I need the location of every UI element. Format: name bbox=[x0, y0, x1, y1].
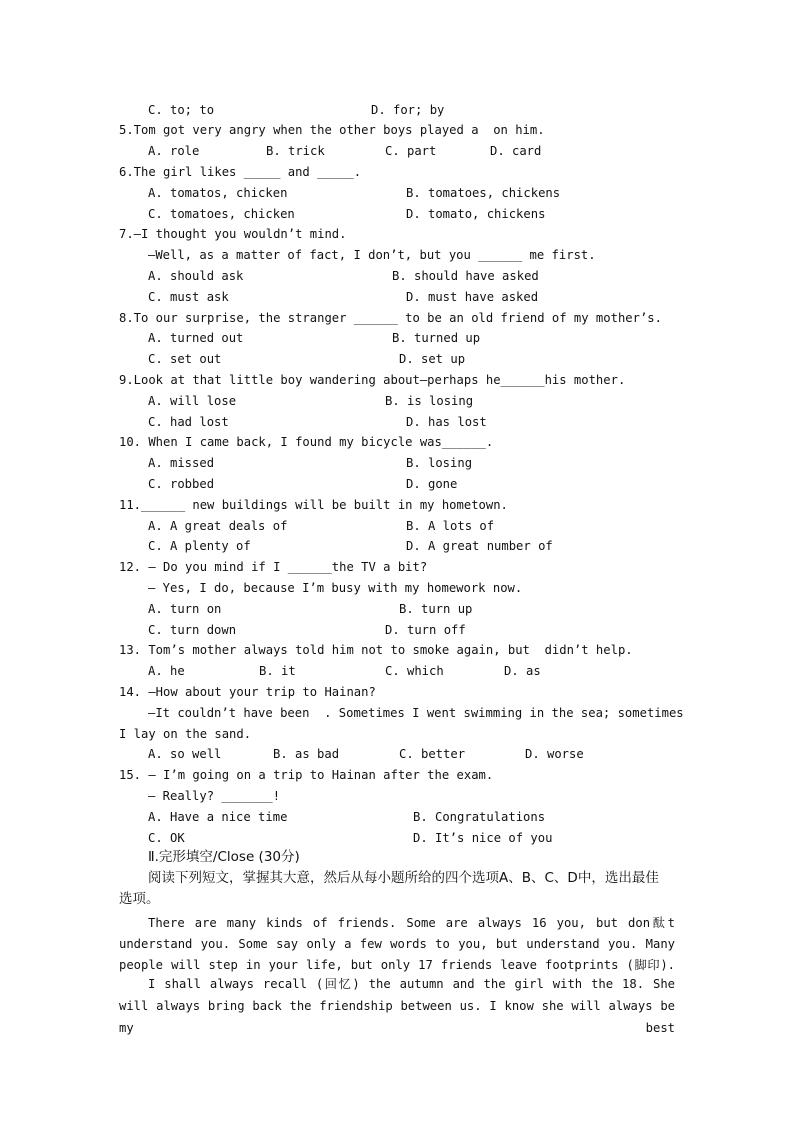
q14-option-a: A. so well bbox=[148, 747, 222, 761]
q10-option-a: A. missed bbox=[148, 456, 215, 470]
q10-option-d: D. gone bbox=[406, 477, 458, 491]
q8-option-a: A. turned out bbox=[148, 331, 244, 345]
question-7-reply: —Well, as a matter of fact, I don’t, but you ______ me first. bbox=[148, 248, 596, 262]
question-5: 5.Tom got very angry when the other boys played a on him. bbox=[119, 123, 545, 137]
q6-option-c: C. tomatoes, chicken bbox=[148, 207, 295, 221]
question-14-reply-cont: I lay on the sand. bbox=[119, 727, 252, 741]
question-12: 12. — Do you mind if I ______the TV a bit? bbox=[119, 560, 428, 574]
section-heading: Ⅱ.完形填空/Close (30分) bbox=[148, 849, 300, 865]
question-14: 14. —How about your trip to Hainan? bbox=[119, 685, 376, 699]
q9-option-d: D. has lost bbox=[406, 415, 487, 429]
q10-option-c: C. robbed bbox=[148, 477, 215, 491]
question-9: 9.Look at that little boy wandering about—perhaps he______his mother. bbox=[119, 373, 626, 387]
q4-option-d: D. for; by bbox=[371, 103, 445, 117]
passage-paragraph-1: There are many kinds of friends. Some are always 16 you, but don酞t understand you. Some say only a few words to you, but understand you. Many people will step in your life, but only 17 friends leave footprints (脚印). bbox=[119, 916, 675, 972]
q15-option-d: D. It’s nice of you bbox=[413, 831, 553, 845]
q12-option-b: B. turn up bbox=[399, 602, 473, 616]
q13-option-c: C. which bbox=[385, 664, 444, 678]
q14-option-d: D. worse bbox=[525, 747, 584, 761]
q8-option-b: B. turned up bbox=[392, 331, 481, 345]
q12-option-a: A. turn on bbox=[148, 602, 222, 616]
q13-option-d: D. as bbox=[504, 664, 541, 678]
q9-option-c: C. had lost bbox=[148, 415, 229, 429]
q9-option-a: A. will lose bbox=[148, 394, 237, 408]
q8-option-c: C. set out bbox=[148, 352, 222, 366]
question-8: 8.To our surprise, the stranger ______ to be an old friend of my mother’s. bbox=[119, 311, 662, 325]
q10-option-b: B. losing bbox=[406, 456, 473, 470]
q8-option-d: D. set up bbox=[399, 352, 466, 366]
question-11: 11.______ new buildings will be built in my hometown. bbox=[119, 498, 508, 512]
question-15: 15. — I’m going on a trip to Hainan after the exam. bbox=[119, 768, 494, 782]
question-6: 6.The girl likes _____ and _____. bbox=[119, 165, 362, 179]
section-instruction-line-2: 选项。 bbox=[119, 891, 160, 907]
section-instruction-line-1: 阅读下列短文，掌握其大意，然后从每小题所给的四个选项A、B、C、D中，选出最佳 bbox=[148, 870, 659, 886]
q13-option-a: A. he bbox=[148, 664, 185, 678]
q7-option-c: C. must ask bbox=[148, 290, 229, 304]
q14-option-b: B. as bad bbox=[273, 747, 340, 761]
q7-option-d: D. must have asked bbox=[406, 290, 539, 304]
question-15-reply: — Really? _______! bbox=[148, 789, 281, 803]
q5-option-c: C. part bbox=[385, 144, 437, 158]
question-7: 7.—I thought you wouldn’t mind. bbox=[119, 227, 347, 241]
q9-option-b: B. is losing bbox=[385, 394, 474, 408]
q11-option-b: B. A lots of bbox=[406, 519, 495, 533]
q7-option-b: B. should have asked bbox=[392, 269, 539, 283]
passage-paragraph-2: I shall always recall (回忆) the autumn and the girl with the 18. She will always bring back the friendship between us. I know she will always be my best bbox=[119, 977, 675, 1035]
q6-option-b: B. tomatoes, chickens bbox=[406, 186, 561, 200]
q12-option-d: D. turn off bbox=[385, 623, 466, 637]
q4-option-c: C. to; to bbox=[148, 103, 215, 117]
q5-option-a: A. role bbox=[148, 144, 200, 158]
q13-option-b: B. it bbox=[259, 664, 296, 678]
q14-option-c: C. better bbox=[399, 747, 466, 761]
q6-option-d: D. tomato, chickens bbox=[406, 207, 546, 221]
q11-option-c: C. A plenty of bbox=[148, 539, 251, 553]
question-12-reply: — Yes, I do, because I’m busy with my homework now. bbox=[148, 581, 523, 595]
q15-option-c: C. OK bbox=[148, 831, 185, 845]
q6-option-a: A. tomatos, chicken bbox=[148, 186, 288, 200]
q7-option-a: A. should ask bbox=[148, 269, 244, 283]
q12-option-c: C. turn down bbox=[148, 623, 237, 637]
question-13: 13. Tom’s mother always told him not to smoke again, but didn’t help. bbox=[119, 643, 633, 657]
question-14-reply: —It couldn’t have been . Sometimes I went swimming in the sea; sometimes bbox=[148, 706, 684, 720]
q5-option-b: B. trick bbox=[266, 144, 325, 158]
q15-option-b: B. Congratulations bbox=[413, 810, 546, 824]
q15-option-a: A. Have a nice time bbox=[148, 810, 288, 824]
q5-option-d: D. card bbox=[490, 144, 542, 158]
question-10: 10. When I came back, I found my bicycle was______. bbox=[119, 435, 494, 449]
q11-option-d: D. A great number of bbox=[406, 539, 553, 553]
q11-option-a: A. A great deals of bbox=[148, 519, 288, 533]
